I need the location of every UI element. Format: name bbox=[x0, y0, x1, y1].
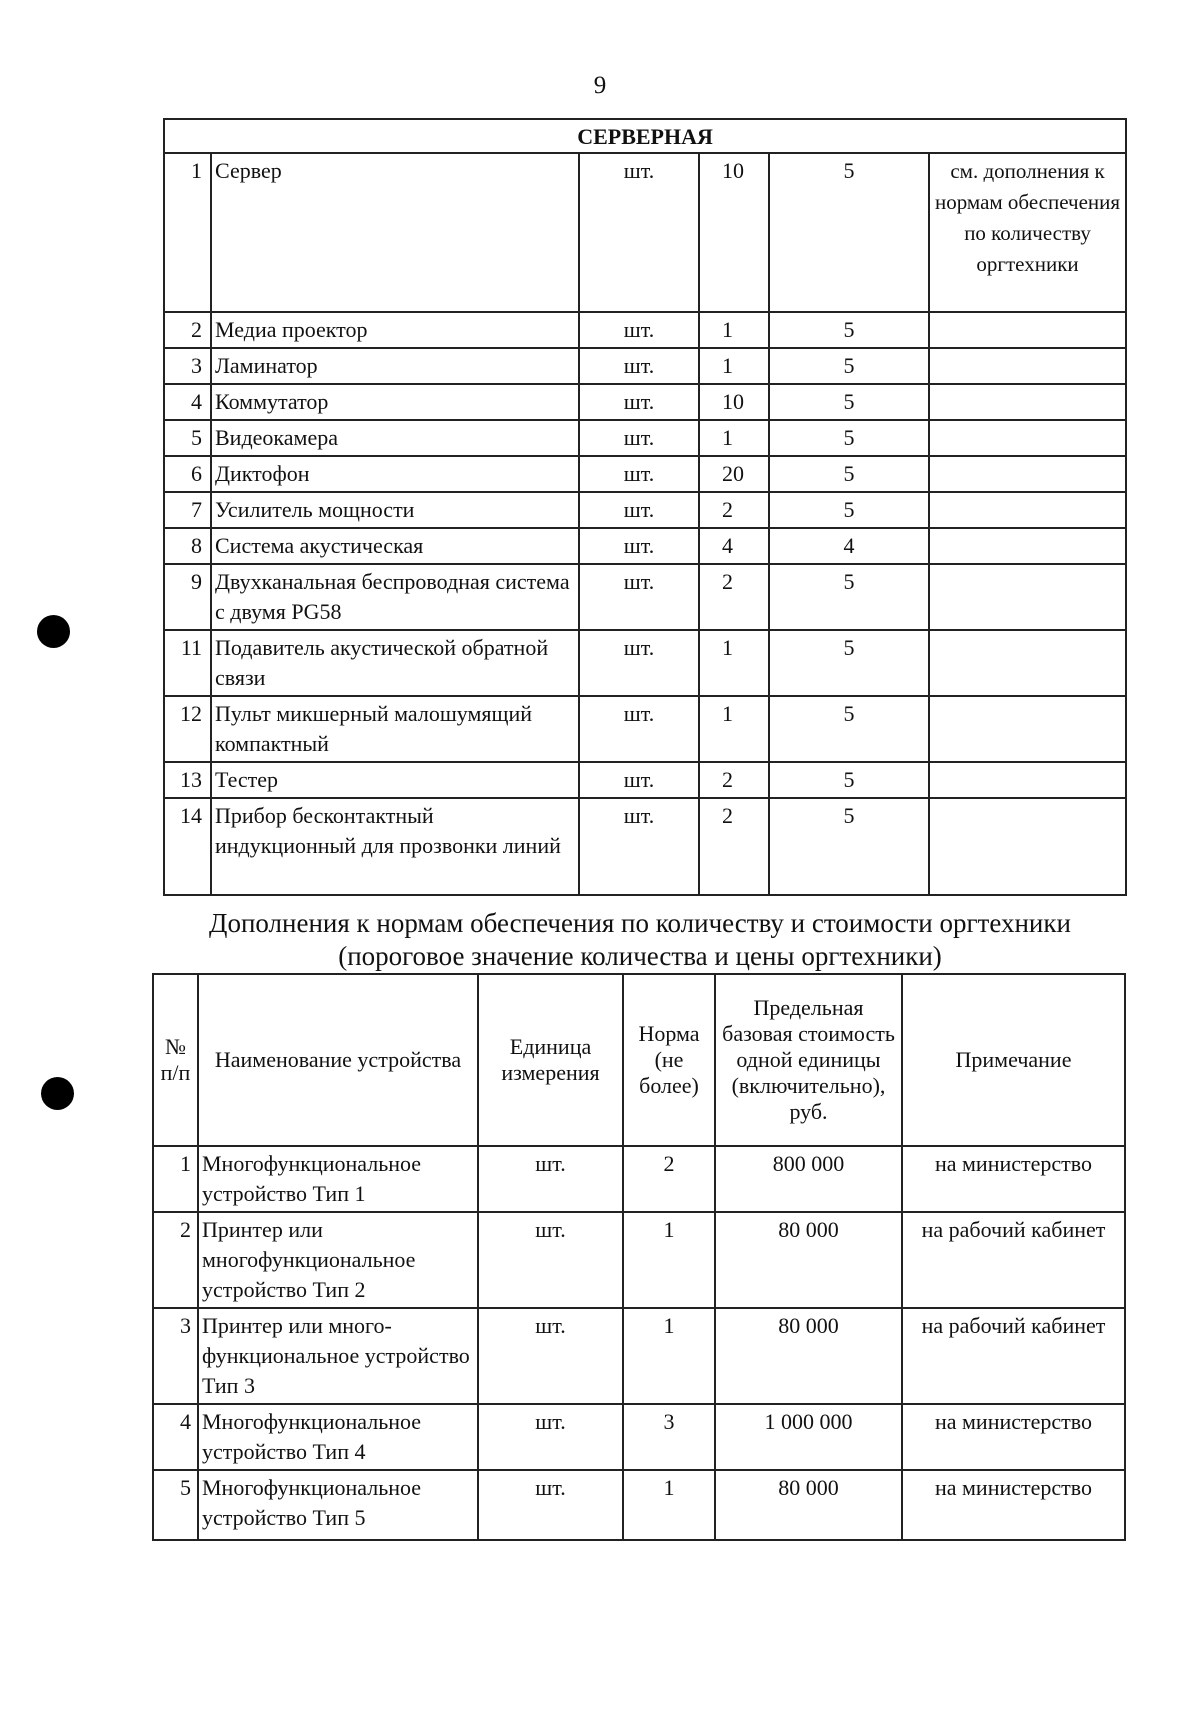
item-years: 5 bbox=[769, 348, 929, 384]
item-years: 5 bbox=[769, 384, 929, 420]
row-number: 3 bbox=[164, 348, 211, 384]
row-number: 9 bbox=[164, 564, 211, 630]
item-unit: шт. bbox=[579, 696, 699, 762]
item-note bbox=[929, 348, 1126, 384]
device-norm: 1 bbox=[623, 1470, 715, 1540]
row-number: 14 bbox=[164, 798, 211, 895]
device-norm: 1 bbox=[623, 1212, 715, 1308]
device-unit: шт. bbox=[478, 1404, 623, 1470]
item-name: Коммутатор bbox=[211, 384, 579, 420]
device-price: 80 000 bbox=[715, 1308, 902, 1404]
item-name: Тестер bbox=[211, 762, 579, 798]
device-price: 800 000 bbox=[715, 1146, 902, 1212]
item-years: 5 bbox=[769, 153, 929, 312]
device-name: Принтер или многофункциональное устройство Тип 2 bbox=[198, 1212, 478, 1308]
item-unit: шт. bbox=[579, 528, 699, 564]
column-header-name: Наименование устройства bbox=[198, 974, 478, 1146]
item-unit: шт. bbox=[579, 564, 699, 630]
table-row bbox=[153, 1146, 1125, 1212]
table-row bbox=[164, 153, 1126, 312]
item-years: 5 bbox=[769, 798, 929, 895]
device-price: 1 000 000 bbox=[715, 1404, 902, 1470]
item-quantity: 10 bbox=[699, 384, 769, 420]
row-number: 1 bbox=[153, 1146, 198, 1212]
table-row bbox=[164, 762, 1126, 798]
item-note bbox=[929, 630, 1126, 696]
item-note bbox=[929, 564, 1126, 630]
item-quantity: 2 bbox=[699, 798, 769, 895]
item-note bbox=[929, 696, 1126, 762]
item-quantity: 2 bbox=[699, 564, 769, 630]
table-row bbox=[153, 1470, 1125, 1540]
item-name: Прибор бесконтактный индукционный для прозвонки линий bbox=[211, 798, 579, 895]
item-quantity: 20 bbox=[699, 456, 769, 492]
table-row bbox=[164, 798, 1126, 895]
item-quantity: 1 bbox=[699, 420, 769, 456]
row-number: 4 bbox=[153, 1404, 198, 1470]
row-number: 3 bbox=[153, 1308, 198, 1404]
item-unit: шт. bbox=[579, 456, 699, 492]
item-name: Система акустическая bbox=[211, 528, 579, 564]
device-unit: шт. bbox=[478, 1470, 623, 1540]
column-header-unit: Единица измерения bbox=[478, 974, 623, 1146]
device-note: на министерство bbox=[902, 1470, 1125, 1540]
item-note bbox=[929, 492, 1126, 528]
item-years: 4 bbox=[769, 528, 929, 564]
item-unit: шт. bbox=[579, 798, 699, 895]
table-row bbox=[164, 630, 1126, 696]
row-number: 7 bbox=[164, 492, 211, 528]
item-quantity: 1 bbox=[699, 696, 769, 762]
item-note bbox=[929, 312, 1126, 348]
item-name: Ламинатор bbox=[211, 348, 579, 384]
device-note: на рабочий кабинет bbox=[902, 1212, 1125, 1308]
item-unit: шт. bbox=[579, 630, 699, 696]
item-years: 5 bbox=[769, 492, 929, 528]
item-years: 5 bbox=[769, 564, 929, 630]
server-room-table bbox=[163, 118, 1127, 896]
column-header-number: № п/п bbox=[153, 974, 198, 1146]
table-row bbox=[164, 564, 1126, 630]
item-note bbox=[929, 420, 1126, 456]
item-unit: шт. bbox=[579, 420, 699, 456]
item-years: 5 bbox=[769, 630, 929, 696]
item-name: Усилитель мощности bbox=[211, 492, 579, 528]
punch-hole-mark bbox=[37, 615, 70, 648]
item-unit: шт. bbox=[579, 492, 699, 528]
device-name: Многофункциональное устройство Тип 1 bbox=[198, 1146, 478, 1212]
item-unit: шт. bbox=[579, 762, 699, 798]
item-note: см. дополнения к нормам обеспечения по количеству оргтехники bbox=[929, 153, 1126, 312]
table-row bbox=[164, 384, 1126, 420]
item-quantity: 4 bbox=[699, 528, 769, 564]
row-number: 4 bbox=[164, 384, 211, 420]
row-number: 2 bbox=[164, 312, 211, 348]
item-name: Видеокамера bbox=[211, 420, 579, 456]
device-note: на министерство bbox=[902, 1146, 1125, 1212]
item-years: 5 bbox=[769, 696, 929, 762]
item-name: Медиа проектор bbox=[211, 312, 579, 348]
row-number: 6 bbox=[164, 456, 211, 492]
item-quantity: 2 bbox=[699, 762, 769, 798]
column-header-note: Примечание bbox=[902, 974, 1125, 1146]
table-row bbox=[153, 1308, 1125, 1404]
table-row bbox=[164, 348, 1126, 384]
section-title: СЕРВЕРНАЯ bbox=[164, 119, 1126, 153]
section-title-row bbox=[164, 119, 1126, 153]
item-name: Сервер bbox=[211, 153, 579, 312]
column-header-price: Предельная базовая стоимость одной единицы (включительно), руб. bbox=[715, 974, 902, 1146]
device-note: на рабочий кабинет bbox=[902, 1308, 1125, 1404]
item-note bbox=[929, 762, 1126, 798]
table-row bbox=[164, 696, 1126, 762]
item-quantity: 1 bbox=[699, 312, 769, 348]
device-norm: 2 bbox=[623, 1146, 715, 1212]
item-quantity: 2 bbox=[699, 492, 769, 528]
table-row bbox=[164, 456, 1126, 492]
row-number: 1 bbox=[164, 153, 211, 312]
table-row bbox=[164, 420, 1126, 456]
table-row bbox=[164, 312, 1126, 348]
table-row bbox=[153, 1212, 1125, 1308]
item-years: 5 bbox=[769, 312, 929, 348]
table-row bbox=[164, 528, 1126, 564]
section-subheading: (пороговое значение количества и цены оргтехники) bbox=[338, 941, 942, 971]
item-unit: шт. bbox=[579, 348, 699, 384]
device-norm: 1 bbox=[623, 1308, 715, 1404]
item-note bbox=[929, 798, 1126, 895]
item-years: 5 bbox=[769, 420, 929, 456]
device-unit: шт. bbox=[478, 1308, 623, 1404]
row-number: 8 bbox=[164, 528, 211, 564]
item-unit: шт. bbox=[579, 312, 699, 348]
punch-hole-mark bbox=[41, 1077, 74, 1110]
device-price: 80 000 bbox=[715, 1470, 902, 1540]
table-row bbox=[164, 492, 1126, 528]
device-note: на министерство bbox=[902, 1404, 1125, 1470]
header-row bbox=[153, 974, 1125, 1146]
item-name: Диктофон bbox=[211, 456, 579, 492]
device-norm: 3 bbox=[623, 1404, 715, 1470]
item-note bbox=[929, 456, 1126, 492]
device-name: Многофункциональное устройство Тип 5 bbox=[198, 1470, 478, 1540]
row-number: 2 bbox=[153, 1212, 198, 1308]
column-header-norm: Норма (не более) bbox=[623, 974, 715, 1146]
item-unit: шт. bbox=[579, 384, 699, 420]
page-number: 9 bbox=[593, 72, 607, 99]
item-years: 5 bbox=[769, 456, 929, 492]
row-number: 12 bbox=[164, 696, 211, 762]
row-number: 11 bbox=[164, 630, 211, 696]
device-name: Принтер или много-функциональное устройство Тип 3 bbox=[198, 1308, 478, 1404]
item-name: Подавитель акустической обратной связи bbox=[211, 630, 579, 696]
item-quantity: 1 bbox=[699, 630, 769, 696]
item-note bbox=[929, 384, 1126, 420]
row-number: 13 bbox=[164, 762, 211, 798]
device-unit: шт. bbox=[478, 1146, 623, 1212]
table-row bbox=[153, 1404, 1125, 1470]
item-unit: шт. bbox=[579, 153, 699, 312]
item-name: Двухканальная беспроводная система с двумя PG58 bbox=[211, 564, 579, 630]
device-name: Многофункциональное устройство Тип 4 bbox=[198, 1404, 478, 1470]
row-number: 5 bbox=[153, 1470, 198, 1540]
item-years: 5 bbox=[769, 762, 929, 798]
equipment-norms-table bbox=[152, 973, 1126, 1541]
item-note bbox=[929, 528, 1126, 564]
item-name: Пульт микшерный малошумящий компактный bbox=[211, 696, 579, 762]
row-number: 5 bbox=[164, 420, 211, 456]
device-price: 80 000 bbox=[715, 1212, 902, 1308]
item-quantity: 1 bbox=[699, 348, 769, 384]
device-unit: шт. bbox=[478, 1212, 623, 1308]
section-heading: Дополнения к нормам обеспечения по количеству и стоимости оргтехники bbox=[209, 908, 1071, 938]
item-quantity: 10 bbox=[699, 153, 769, 312]
